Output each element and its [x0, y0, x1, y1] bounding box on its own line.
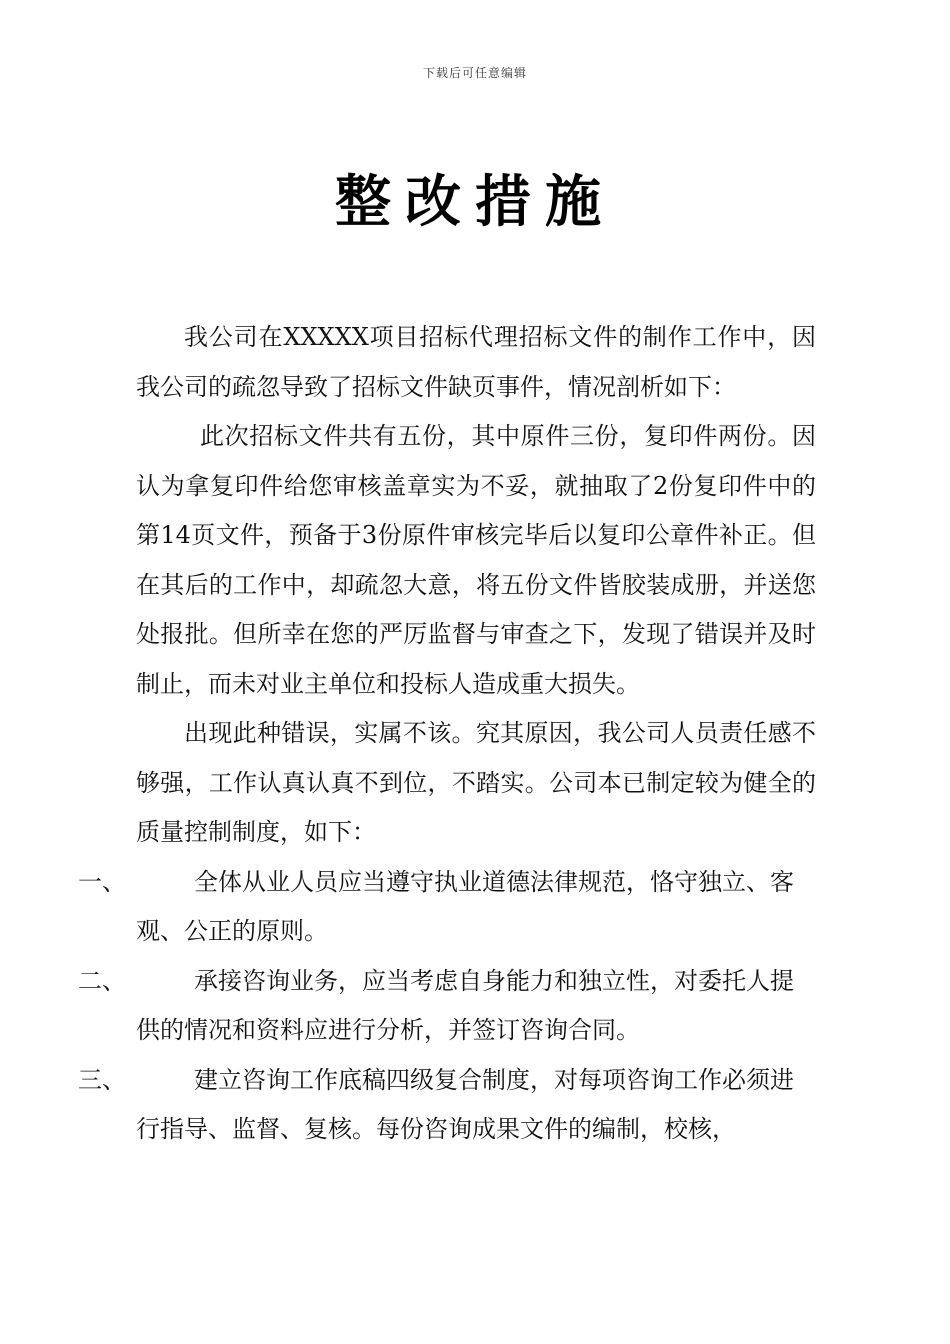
paragraph-details: 此次招标文件共有五份，其中原件三份，复印件两份。因认为拿复印件给您审核盖章实为不妥，就抽取了2份复印件中的第14页文件，预备于3份原件审核完毕后以复印公章件补正。但在其后的工作中，却疏忽大意，将五份文件皆胶装成册，并送您处报批。但所幸在您的严厉监督与审查之下，发现了错误并及时制止，而未对业主单位和投标人造成重大损失。 — [136, 422, 816, 698]
list-text: 建立咨询工作底稿四级复合制度，对每项咨询工作必须进行指导、监督、复核。每份咨询成果文件的编制，校核， — [136, 1065, 794, 1143]
list-text: 承接咨询业务，应当考虑自身能力和独立性，对委托人提供的情况和资料应进行分析，并签订咨询合同。 — [136, 966, 794, 1044]
list-text: 全体从业人员应当遵守执业道德法律规范，恪守独立、客观、公正的原则。 — [136, 867, 794, 945]
paragraph-intro: 我公司在XXXXX项目招标代理招标文件的制作工作中，因我公司的疏忽导致了招标文件缺页事件，情况剖析如下： — [136, 323, 816, 401]
list-item — [78, 957, 816, 1056]
list-item — [78, 858, 816, 957]
list-number: 三、 — [78, 1065, 126, 1094]
document-body — [78, 313, 816, 1155]
list-number: 二、 — [78, 966, 126, 995]
list-number: 一、 — [78, 867, 126, 896]
paragraph-cause: 出现此种错误，实属不该。究其原因，我公司人员责任感不够强，工作认真认真不到位，不踏实。公司本已制定较为健全的质量控制制度，如下： — [136, 719, 816, 846]
document-title: 整改措施 — [335, 170, 615, 235]
header-note: 下载后可任意编辑 — [422, 66, 527, 80]
list-item — [78, 1056, 816, 1155]
